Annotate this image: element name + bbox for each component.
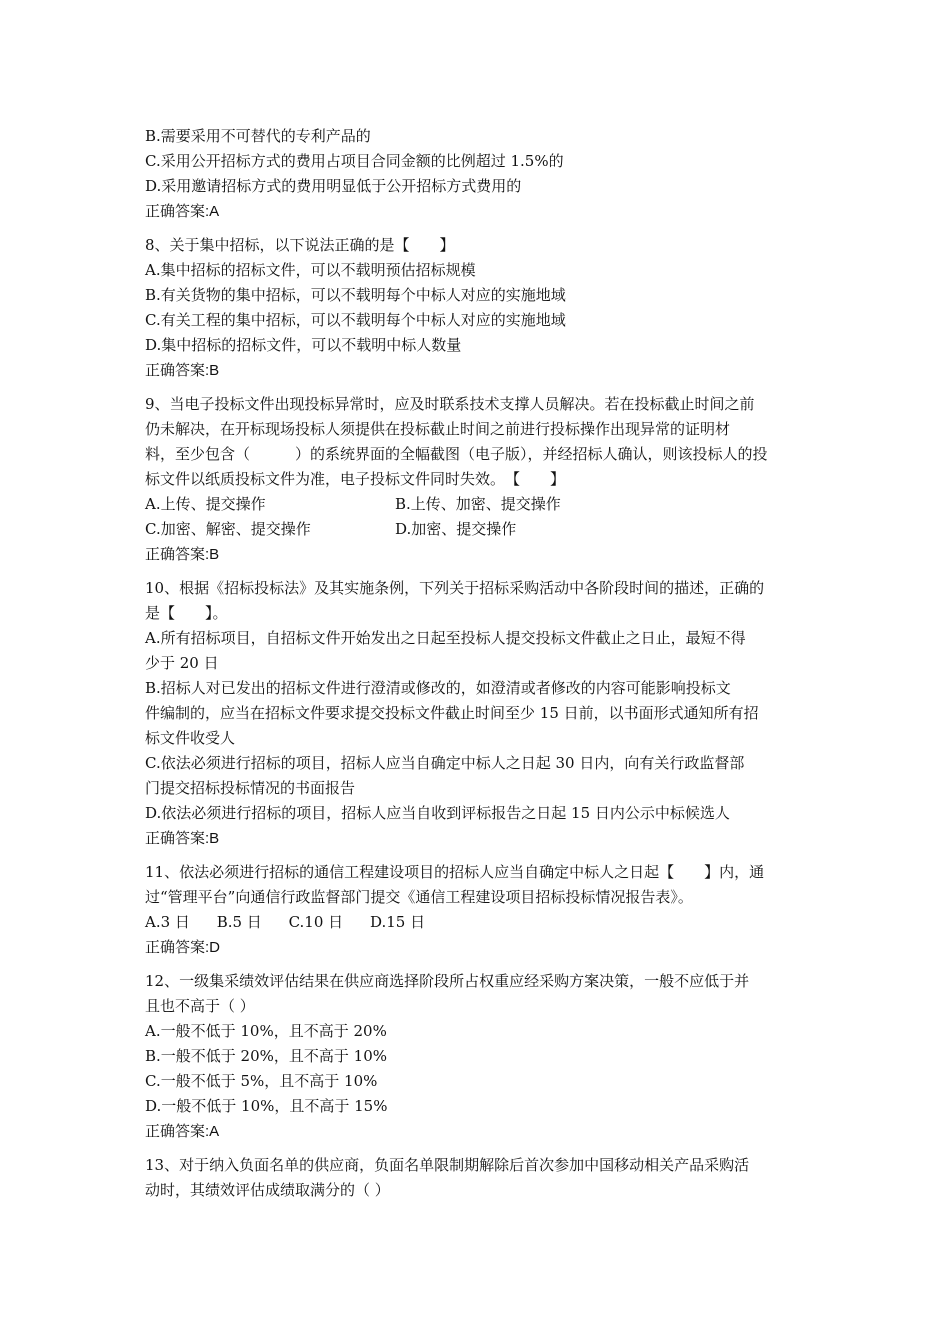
q9-options-row: [145, 517, 810, 542]
q9-option-a: A.上传、提交操作: [145, 495, 266, 513]
q11-option-b: B.5 日: [216, 913, 262, 931]
q7-option-b: B.需要采用不可替代的专利产品的: [145, 127, 371, 145]
q8-option-a: A.集中招标的招标文件，可以不载明预估招标规模: [145, 261, 476, 279]
q12-option-b: B.一般不低于 20%，且不高于 10%: [145, 1047, 388, 1065]
q7-option-d: D.采用邀请招标方式的费用明显低于公开招标方式费用的: [145, 177, 522, 195]
q8-option-c: C.有关工程的集中招标，可以不载明每个中标人对应的实施地域: [145, 311, 566, 329]
q10-option-c-line: 门提交招标投标情况的书面报告: [145, 779, 356, 797]
q12-option-a: A.一般不低于 10%，且不高于 20%: [145, 1022, 387, 1040]
q10-option-c-line: C.依法必须进行招标的项目，招标人应当自确定中标人之日起 30 日内，向有关行政监督部: [145, 754, 745, 772]
q9-option-b: B.上传、加密、提交操作: [395, 495, 561, 513]
q9-question-line: 仍未解决，在开标现场投标人须提供在投标截止时间之前进行投标操作出现异常的证明材: [145, 420, 731, 438]
q8-question: 8、关于集中招标，以下说法正确的是【 】: [145, 236, 455, 254]
q12-option-d: D.一般不低于 10%，且不高于 15%: [145, 1097, 388, 1115]
question-11-block: [145, 860, 810, 960]
q9-options-row: [145, 492, 810, 517]
q10-answer: 正确答案:B: [145, 830, 220, 847]
q9-option-c: C.加密、解密、提交操作: [145, 520, 311, 538]
q10-option-b-line: B.招标人对已发出的招标文件进行澄清或修改的，如澄清或者修改的内容可能影响投标文: [145, 679, 731, 697]
question-13-block: [145, 1153, 810, 1203]
q10-option-b-line: 件编制的，应当在招标文件要求提交投标文件截止时间至少 15 日前，以书面形式通知所有招: [145, 704, 759, 722]
question-9-block: [145, 392, 810, 567]
question-12-block: [145, 969, 810, 1144]
q11-option-a: A.3 日: [145, 913, 190, 931]
q11-answer: 正确答案:D: [145, 939, 221, 956]
q8-answer: 正确答案:B: [145, 362, 220, 379]
q11-question-line: 11、依法必须进行招标的通信工程建设项目的招标人应当自确定中标人之日起【 】内，通: [145, 863, 765, 881]
q10-question-line: 是【 】。: [145, 604, 228, 622]
q10-option-b-line: 标文件收受人: [145, 729, 236, 747]
q8-option-b: B.有关货物的集中招标，可以不载明每个中标人对应的实施地域: [145, 286, 566, 304]
q8-option-d: D.集中招标的招标文件，可以不载明中标人数量: [145, 336, 462, 354]
q11-option-d: D.15 日: [369, 913, 426, 931]
q10-option-a-line: A.所有招标项目，自招标文件开始发出之日起至投标人提交投标文件截止之日止，最短不得: [145, 629, 746, 647]
q9-option-d: D.加密、提交操作: [395, 520, 517, 538]
q9-question-line: 料，至少包含（ ）的系统界面的全幅截图（电子版），并经招标人确认，则该投标人的投: [145, 445, 768, 463]
q12-question-line: 12、一级集采绩效评估结果在供应商选择阶段所占权重应经采购方案决策，一般不应低于并: [145, 972, 750, 990]
q7-option-c: C.采用公开招标方式的费用占项目合同金额的比例超过 1.5%的: [145, 152, 564, 170]
q13-question-line: 动时，其绩效评估成绩取满分的（ ）: [145, 1181, 390, 1199]
q9-question-line: 9、当电子投标文件出现投标异常时，应及时联系技术支撑人员解决。若在投标截止时间之前: [145, 395, 755, 413]
document-content: [145, 124, 810, 1203]
q10-question-line: 10、根据《招标投标法》及其实施条例，下列关于招标采购活动中各阶段时间的描述，正确的: [145, 579, 765, 597]
q10-option-d-line: D.依法必须进行招标的项目，招标人应当自收到评标报告之日起 15 日内公示中标候选人: [145, 804, 730, 822]
q7-answer: 正确答案:A: [145, 203, 220, 220]
q11-option-c: C.10 日: [288, 913, 344, 931]
q9-question-line: 标文件以纸质投标文件为准，电子投标文件同时失效。 【 】: [145, 470, 566, 488]
q12-option-c: C.一般不低于 5%，且不高于 10%: [145, 1072, 378, 1090]
question-8-block: [145, 233, 810, 383]
q12-answer: 正确答案:A: [145, 1123, 220, 1140]
q11-question-line: 过“管理平台”向通信行政监督部门提交《通信工程建设项目招标投标情况报告表》。: [145, 888, 693, 906]
q11-options-row: [145, 910, 810, 935]
question-10-block: [145, 576, 810, 851]
q13-question-line: 13、对于纳入负面名单的供应商，负面名单限制期解除后首次参加中国移动相关产品采购活: [145, 1156, 750, 1174]
q10-option-a-line: 少于 20 日: [145, 654, 219, 672]
q9-answer: 正确答案:B: [145, 546, 220, 563]
q12-question-line: 且也不高于（ ）: [145, 997, 255, 1015]
question-7-block: [145, 124, 810, 224]
